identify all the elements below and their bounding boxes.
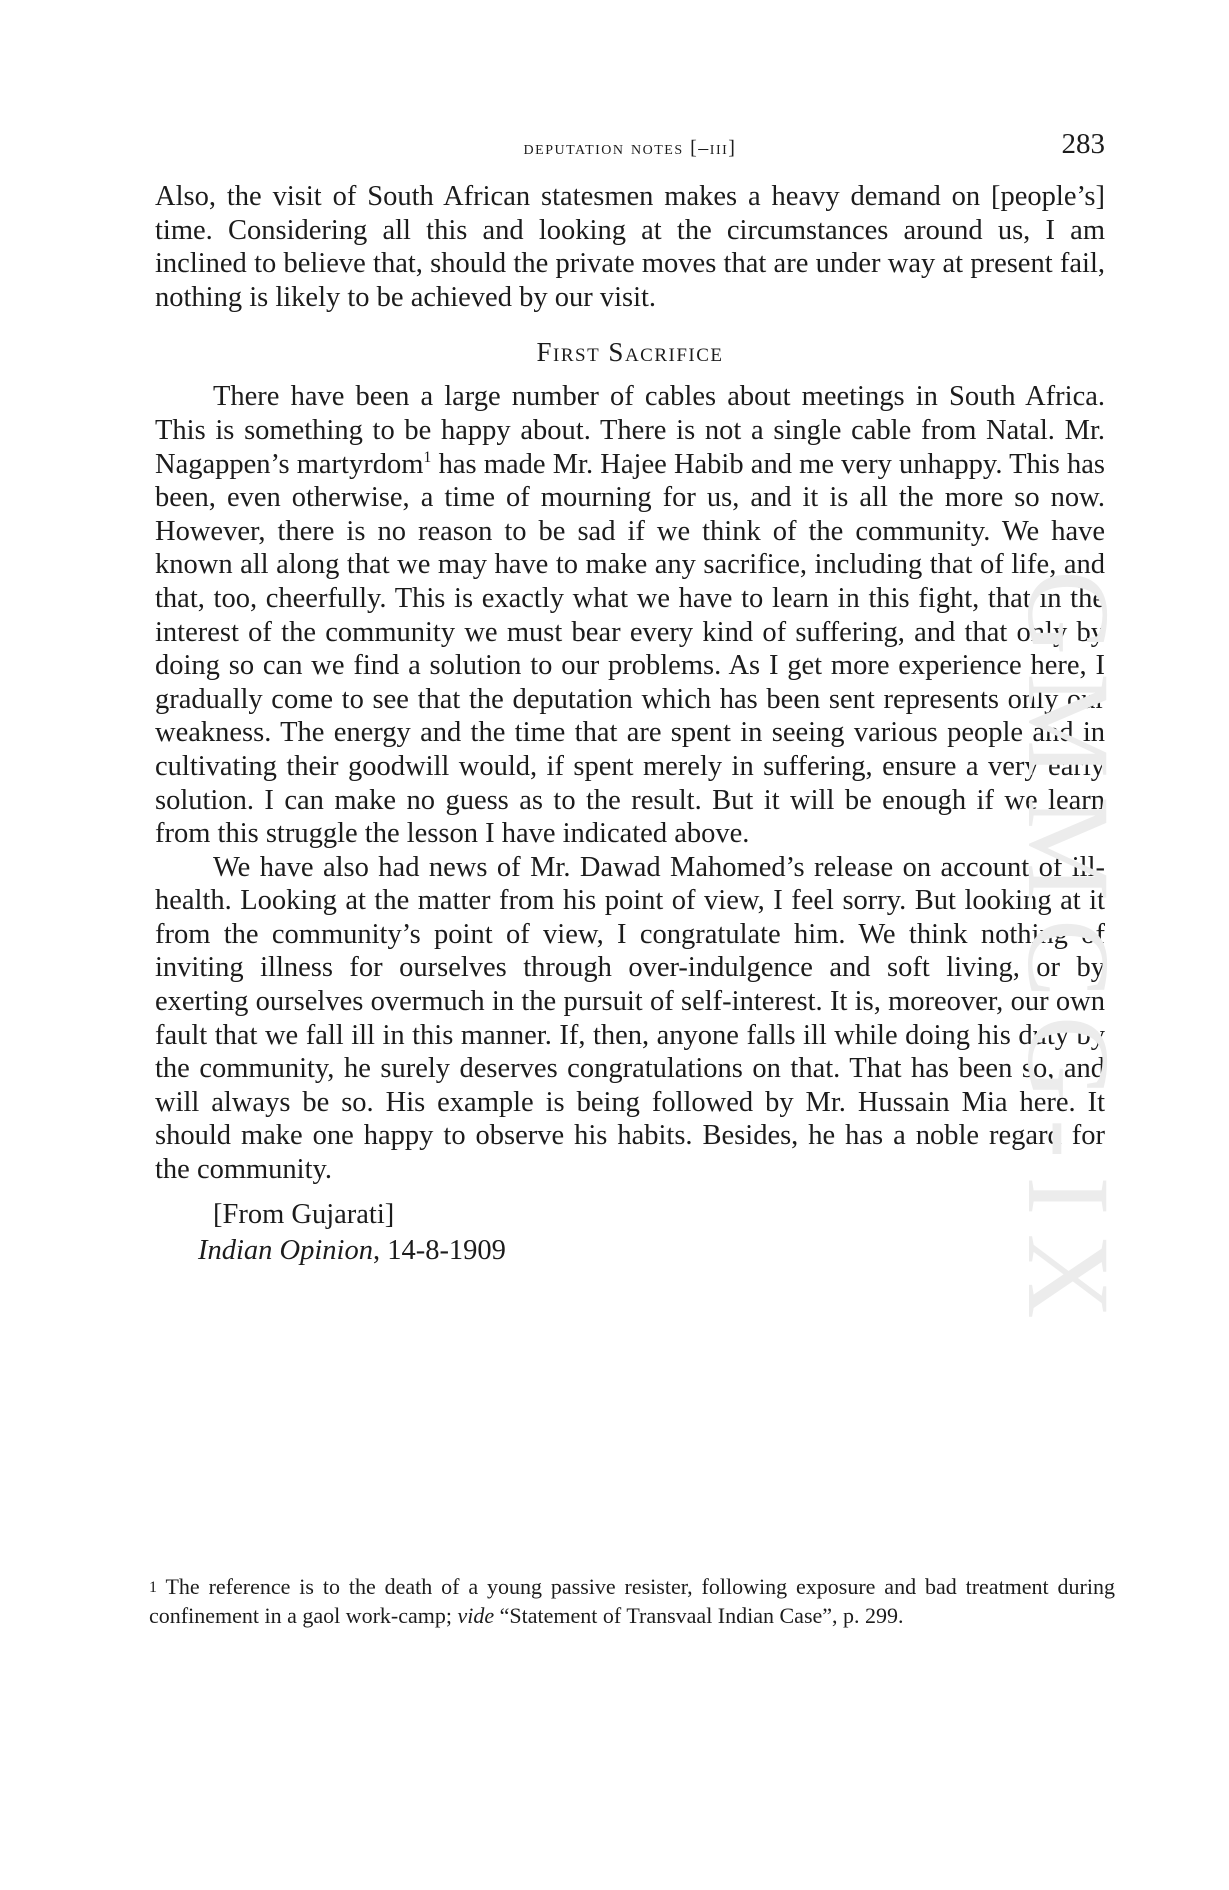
running-head — [155, 128, 1105, 168]
publication-date: , 14-8-1909 — [372, 1234, 506, 1266]
footnote-text: “Statement of Transvaal Indian Case”, p. 299. — [494, 1603, 904, 1628]
source-language: [From Gujarati] — [213, 1198, 395, 1230]
footnote — [149, 1572, 1115, 1630]
publication-name: Indian Opinion — [198, 1234, 373, 1266]
paragraph-text: has made Mr. Hajee Habib and me very unhappy. This has been, even otherwise, a time of mourning for us, and it is all the more so now. However, there is no reason to be sad if we think of the community. We have known all along that we may have to make any sacrifice, including that of life, and that, too, cheerfully. This is exactly what we have to learn in this fight, that in the interest of the community we must bear every kind of suffering, and that only by doing so can we find a solution to our problems. As I get more experience here, I gradually come to see that the deputation which has been sent represents only our weakness. The energy and the time that are spent in seeing various people and in cultivating their goodwill would, if spent merely in suffering, ensure a very early solution. I can make no guess as to the result. But it will be enough if we learn from this struggle the lesson I have indicated above. — [155, 448, 1105, 850]
watermark — [1003, 570, 1165, 1350]
footnote-vide: vide — [457, 1603, 495, 1628]
article-body — [155, 180, 1105, 1269]
footnote-reference: 1 — [423, 448, 432, 466]
paragraph-dawad-mahomed: We have also had news of Mr. Dawad Mahomed’s release on account of ill-health. Looking at the matter from his point of view, I feel sorry. But looking at it from the community’s point of view, I congratulate him. We think nothing of inviting illness for ourselves through over-indulgence and soft living, or by exerting ourselves overmuch in the pursuit of self-interest. It is, moreover, our own fault that we fall ill in this manner. If, then, anyone falls ill while doing his duty by the community, he surely deserves congratulations on that. That has been so, and will always be so. His example is being followed by Mr. Hussain Mia here. It should make one happy to observe his habits. Besides, he has a noble regard for the community. — [155, 851, 1105, 1186]
paragraph-text: There have been a large number of cables about meetings in South Africa. This is something to be happy about. There is not a single cable from Natal. Mr. Nagappen’s martyrdom — [155, 381, 1105, 480]
section-heading: First Sacrifice — [536, 337, 724, 368]
page-number: 283 — [1061, 128, 1105, 160]
running-title: deputation notes [–iii] — [523, 137, 737, 159]
watermark-text: GMMCG-IX — [1003, 570, 1134, 1337]
paragraph-continuation: Also, the visit of South African statesmen makes a heavy demand on [people’s] time. Considering all this and looking at the circumstances around us, I am inclined to believe that, should the private moves that are under way at present fail, nothing is likely to be achieved by our visit. — [155, 181, 1105, 313]
footnote-number: 1 — [149, 1579, 157, 1596]
source-block — [155, 1197, 1105, 1269]
paragraph-first-sacrifice — [155, 380, 1105, 850]
source-citation — [155, 1233, 1105, 1269]
footnote-text: The reference is to the death of a young passive resister, following exposure and bad treatment during confinement in a gaol work-camp; — [149, 1574, 1115, 1628]
